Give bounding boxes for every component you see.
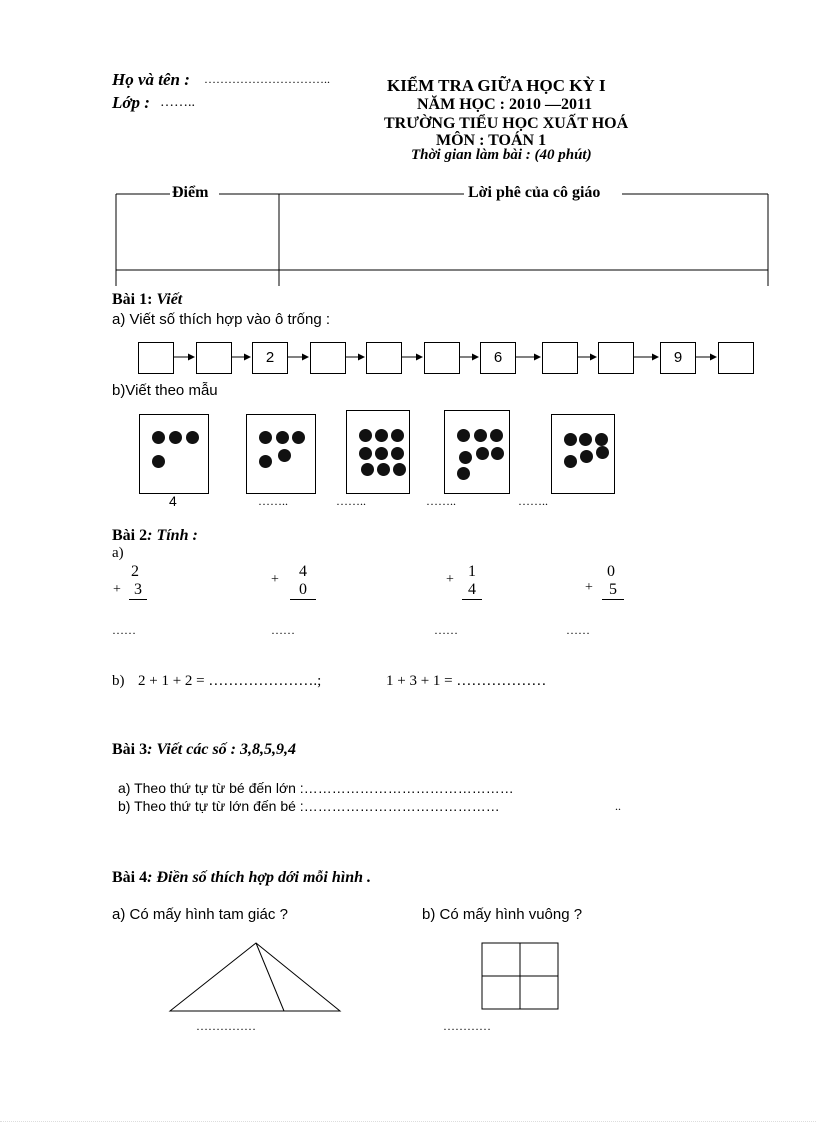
dot [375,447,388,460]
subject: MÔN : TOÁN 1 [436,132,547,149]
name-label: Họ và tên : [112,70,190,89]
class-dots[interactable]: …….. [160,95,195,110]
bai1-part-a: a) Viết số thích hợp vào ô trống : [112,311,331,328]
squares-figure [480,941,562,1011]
order-descending[interactable]: b) Theo thứ tự từ lớn đến bé :…………………………………… [118,798,500,814]
dot [169,431,182,444]
page-edge [0,1121,816,1122]
dot-card [246,414,316,494]
dot [359,447,372,460]
bai1-label: Bài 1: [112,291,153,308]
sum-answer[interactable]: …… [566,623,590,637]
comment-header: Lời phê của cô giáo [468,184,601,201]
comment-cell[interactable] [283,212,765,268]
dot [580,450,593,463]
plus-sign: + [271,572,279,587]
dice-answer[interactable]: …….. [426,494,456,508]
plus-sign: + [446,572,454,587]
plus-sign: + [113,582,121,597]
dot [278,449,291,462]
dot [259,455,272,468]
time-limit: Thời gian làm bài : (40 phút) [411,147,592,163]
dot-card [346,410,410,494]
sequence-box[interactable]: 9 [660,342,696,374]
bai1-heading [112,291,182,309]
addend-bottom: 5 [602,581,624,600]
sum-answer[interactable]: …… [271,623,295,637]
bai1-title: Viết [156,291,183,308]
dot [152,455,165,468]
dot [259,431,272,444]
triangle-figure [160,938,350,1018]
dot [186,431,199,444]
dot [474,429,487,442]
dot [596,446,609,459]
sequence-box[interactable]: 6 [480,342,516,374]
dot [361,463,374,476]
dot-card [139,414,209,494]
exam-title: KIỂM TRA GIỮA HỌC KỲ I [387,76,606,95]
trailing-dots: .. [615,799,621,813]
sum-answer[interactable]: …… [112,623,136,637]
triangle-answer[interactable]: …………… [196,1019,256,1033]
dot [595,433,608,446]
bai4-part-b: b) Có mấy hình vuông ? [422,906,583,923]
score-header: Điểm [172,184,209,201]
dot [359,429,372,442]
dot-card [444,410,510,494]
plus-sign: + [585,580,593,595]
dot [490,429,503,442]
sum-answer[interactable]: …… [434,623,458,637]
bai4-heading [112,869,371,887]
dot [152,431,165,444]
bai4-label: Bài 4 [112,869,148,886]
addend-bottom: 0 [290,581,316,600]
dice-answer: 4 [169,493,177,509]
bai4-part-a: a) Có mấy hình tam giác ? [112,906,288,923]
bai2-part-a: a) [112,545,124,561]
expression-1[interactable]: 2 + 1 + 2 = ………………….; [138,673,322,689]
dot [292,431,305,444]
dice-answer[interactable]: …….. [336,494,366,508]
bai1-part-b: b)Viết theo mẫu [112,382,218,399]
bai3-label: Bài 3 [112,741,148,758]
class-label: Lớp : [112,93,150,112]
dot [564,455,577,468]
expression-2[interactable]: 1 + 3 + 1 = ……………… [386,673,547,689]
bai2-heading [112,527,198,545]
addend-bottom: 3 [129,581,147,600]
school-name: TRƯỜNG TIỂU HỌC XUẤT HOÁ [384,115,629,132]
dot [564,433,577,446]
sequence-box[interactable]: 2 [252,342,288,374]
dot [457,429,470,442]
bai3-title: : Viết các số : 3,8,5,9,4 [147,741,296,758]
bai4-title: : Điền số thích hợp dới mỗi hình . [147,869,372,886]
dot [391,447,404,460]
addend-top: 1 [468,563,476,580]
dot [476,447,489,460]
bai3-heading [112,741,296,759]
dot-card [551,414,615,494]
addend-top: 0 [607,563,615,580]
dot [491,447,504,460]
bai2-label: Bài 2 [112,527,148,544]
dice-answer[interactable]: …….. [258,494,288,508]
dot [391,429,404,442]
dot [579,433,592,446]
addend-top: 4 [299,563,307,580]
dot [377,463,390,476]
order-ascending[interactable]: a) Theo thứ tự từ bé đến lớn :……………………………………… [118,780,514,796]
square-answer[interactable]: ………… [443,1019,491,1033]
bai2-title: : Tính : [147,527,198,544]
dice-answer[interactable]: …….. [518,494,548,508]
bai2-part-b: b) [112,673,125,689]
arrow-icons [0,342,816,374]
name-dots[interactable]: ………………………….. [204,72,330,86]
dot [457,467,470,480]
dot [276,431,289,444]
addend-top: 2 [131,563,139,580]
school-year: NĂM HỌC : 2010 —2011 [417,96,593,113]
score-cell[interactable] [120,212,276,268]
dot [459,451,472,464]
dot [393,463,406,476]
addend-bottom: 4 [462,581,482,600]
dot [375,429,388,442]
